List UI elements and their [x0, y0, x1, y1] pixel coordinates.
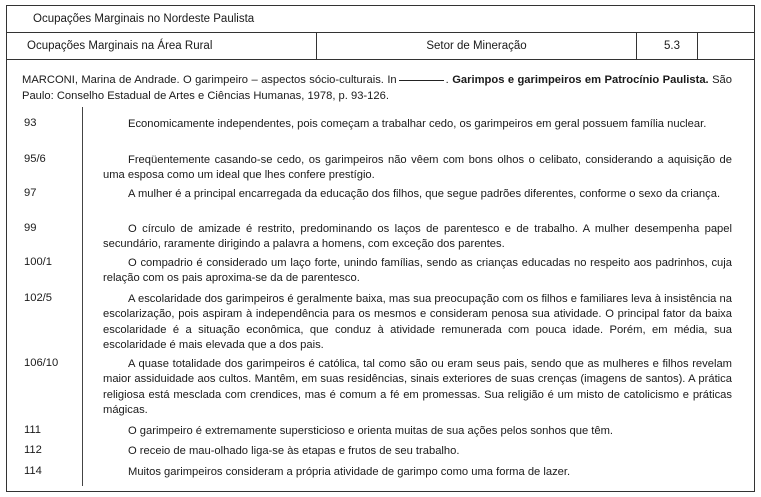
citation-author-title: MARCONI, Marina de Andrade. O garimpeiro – aspectos sócio-culturais. In: [22, 74, 397, 86]
entry-text: O compadrio é considerado um laço forte, unindo famílias, sendo as crianças educadas no respeito aos padrinhos, cuja relação com os pais aproxima-se da de parentesco.: [103, 257, 732, 285]
title-row: [7, 6, 754, 33]
entry-text: Freqüentemente casando-se cedo, os garimpeiros não vêem com bons olhos o celibato, considerando a aquisição de uma esposa como um ideal que lhes confere prestígio.: [103, 154, 732, 182]
entry-text: Economicamente independentes, pois começam a trabalhar cedo, os garimpeiros em geral possuem família nuclear.: [128, 118, 707, 130]
document-title: Ocupações Marginais no Nordeste Paulista: [33, 13, 255, 25]
entry-page: 99: [24, 222, 37, 234]
ditto-dash: [399, 80, 444, 81]
citation: MARCONI, Marina de Andrade. O garimpeiro – aspectos sócio-culturais. In . Garimpos e garimpeiros em Patrocínio Paulista. São Paulo: Conselho Estadual de Artes e Ciências Humanas, 1978, p. 93-126.: [22, 74, 732, 102]
entry-text: A mulher é a principal encarregada da educação dos filhos, que segue padrões diferentes, conforme o sexo da criança.: [128, 188, 721, 200]
blank-cell: [698, 33, 755, 59]
classification-row: [7, 33, 754, 60]
citation-book-title: Garimpos e garimpeiros em Patrocínio Paulista.: [452, 74, 709, 86]
entry-page: 112: [24, 444, 42, 456]
entry-text: A escolaridade dos garimpeiros é geralmente baixa, mas sua preocupação com os filhos e familiares leva à insistência na escolarização, pois aspiram à independência para os mesmos e consideram penosa sua atividade. O principal fator da baixa escolaridade é a situação econômica, que conduz à atividade remunerada com pouca idade. Porém, em média, sua escolaridade é mais elevada que a dos pais.: [103, 293, 732, 352]
entry-text: O círculo de amizade é restrito, predominando os laços de parentesco e de trabalho. A mulher desempenha papel secundário, raramente dirigindo a palavra a homens, com exceção dos parentes.: [103, 223, 732, 251]
entry-text: O receio de mau-olhado liga-se às etapas e frutos de seu trabalho.: [128, 445, 460, 457]
area-cell: Ocupações Marginais na Área Rural: [7, 33, 317, 59]
citation-publisher: São Paulo: Conselho Estadual de Artes e Ciências Humanas, 1978, p. 93-126.: [22, 74, 732, 102]
entry-page: 93: [24, 117, 37, 129]
page-column-divider: [82, 107, 83, 486]
entry-page: 97: [24, 187, 37, 199]
entry-text: A quase totalidade dos garimpeiros é católica, tal como são ou eram seus pais, sendo que as mulheres e filhos revelam maior assiduidade aos cultos. Mantêm, em suas residências, sinais exteriores de suas crenças (imagens de santos). A prática religiosa está mesclada com crendices, mas é comum a fé em promessas. Sua religião é um misto de catolicismo e práticas mágicas.: [103, 358, 732, 417]
entry-page: 102/5: [24, 292, 52, 304]
entry-text: Muitos garimpeiros consideram a própria atividade de garimpo como uma forma de lazer.: [128, 466, 571, 478]
entry-page: 106/10: [24, 357, 59, 369]
code-cell: 5.3: [637, 33, 698, 59]
sector-cell: Setor de Mineração: [317, 33, 637, 59]
entry-text: O garimpeiro é extremamente supersticioso e orienta muitas de sua ações pelos sonhos que têm.: [128, 425, 614, 437]
entry-page: 114: [24, 465, 42, 477]
entry-page: 111: [24, 424, 42, 436]
entry-page: 95/6: [24, 153, 46, 165]
entry-page: 100/1: [24, 256, 52, 268]
